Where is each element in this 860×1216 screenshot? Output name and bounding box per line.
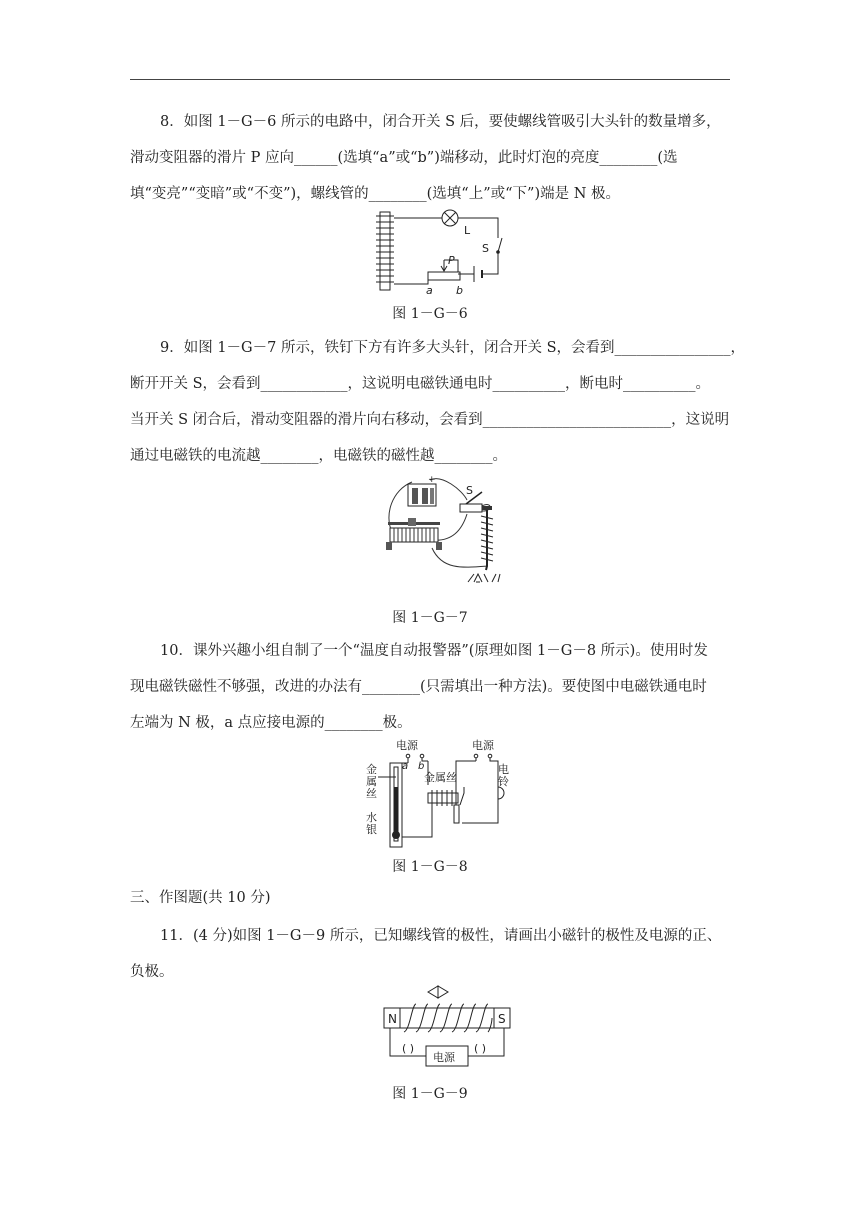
left-polarity-blank: ( ) (402, 1042, 415, 1055)
bell-label-2: 铃 (498, 775, 509, 788)
question-11 (130, 918, 730, 990)
lamp-symbol (442, 210, 458, 226)
question-10-line-3: 左端为 N 极，a 点应接电源的________极。 (130, 715, 412, 731)
figure-1-g-9-caption: 图 1－G－9 (392, 1086, 468, 1102)
question-10-line-1: 10．课外兴趣小组自制了一个“温度自动报警器”(原理如图 1－G－8 所示)。使用时发 (160, 643, 708, 659)
point-b-label: b (418, 761, 425, 772)
rheostat (386, 518, 442, 550)
switch-label: S (482, 242, 489, 255)
pins (468, 574, 500, 582)
battery-symbol (474, 266, 482, 282)
metal-wire-left-label-1: 金 (366, 763, 377, 776)
compass-needle (428, 986, 448, 998)
figure-1-g-8-alarm-circuit (362, 737, 522, 849)
question-8-line-1: 8．如图 1－G－6 所示的电路中，闭合开关 S 后，要使螺线管吸引大头针的数量增多， (160, 114, 721, 130)
question-11-line-1: 11．(4 分)如图 1－G－9 所示，已知螺线管的极性，请画出小磁针的极性及电源的正、 (160, 928, 722, 944)
figure-1-g-7-caption: 图 1－G－7 (392, 610, 468, 626)
mercury-label-1: 水 (366, 811, 377, 824)
question-9-line-2: 断开开关 S，会看到____________，这说明电磁铁通电时__________，断电时__________。 (130, 376, 711, 392)
power-label: 电源 (433, 1051, 455, 1064)
iron-nail-electromagnet (481, 506, 493, 570)
electromagnet-coil (428, 790, 458, 806)
figure-1-g-6-caption: 图 1－G－6 (392, 306, 468, 322)
end-a-label: a (426, 284, 433, 296)
question-8-line-2: 滑动变阻器的滑片 P 应向______(选填“a”或“b”)端移动，此时灯泡的亮度________(选 (130, 150, 678, 166)
solenoid-coil (376, 216, 394, 282)
figure-1-g-7-electromagnet (382, 470, 532, 592)
question-10-line-2: 现电磁铁磁性不够强，改进的办法有________(只需填出一种方法)。要使图中电磁铁通电时 (130, 679, 707, 695)
bell-label-1: 电 (498, 763, 509, 776)
thermometer (390, 763, 402, 847)
plus-label: + (428, 475, 436, 485)
south-pole-label: S (498, 1012, 506, 1026)
question-9-line-3: 当开关 S 闭合后，滑动变阻器的滑片向右移动，会看到__________________________，这说明 (130, 412, 730, 428)
figure-1-g-6-circuit (370, 208, 510, 296)
right-polarity-blank: ( ) (474, 1042, 487, 1055)
question-9-line-4: 通过电磁铁的电流越________，电磁铁的磁性越________。 (130, 448, 507, 464)
metal-wire-right-label: 金属丝 (424, 771, 457, 784)
armature (454, 805, 459, 823)
slider-label: P (448, 254, 455, 267)
section-3-title-text: 三、作图题(共 10 分) (130, 890, 271, 906)
end-b-label: b (456, 284, 463, 296)
metal-wire-left-label-2: 属 (366, 775, 377, 788)
north-pole-label: N (388, 1012, 397, 1026)
rheostat-symbol (428, 272, 460, 280)
metal-wire-left-label-3: 丝 (366, 787, 377, 800)
section-3-title (130, 880, 730, 916)
power-2-label: 电源 (472, 739, 494, 752)
lamp-label: L (464, 224, 471, 237)
question-8-line-3: 填“变亮”“变暗”或“不变”)，螺线管的________(选填“上”或“下”)端是 N 极。 (130, 186, 621, 202)
question-9-line-1: 9．如图 1－G－7 所示，铁钉下方有许多大头针，闭合开关 S，会看到________________， (160, 340, 746, 356)
switch-symbol (496, 238, 502, 254)
battery-box (408, 484, 436, 506)
mercury-label-2: 银 (366, 823, 377, 836)
figure-1-g-8-caption: 图 1－G－8 (392, 859, 468, 875)
bell-symbol (498, 787, 504, 799)
header-rule (130, 79, 730, 80)
question-10 (130, 633, 730, 741)
switch-label: S (466, 484, 473, 497)
figure-1-g-9-solenoid (380, 982, 516, 1076)
question-11-line-2: 负极。 (130, 964, 174, 980)
question-9 (130, 330, 746, 474)
question-8 (130, 104, 730, 212)
point-a-label: a (402, 761, 409, 772)
power-1-label: 电源 (396, 739, 418, 752)
